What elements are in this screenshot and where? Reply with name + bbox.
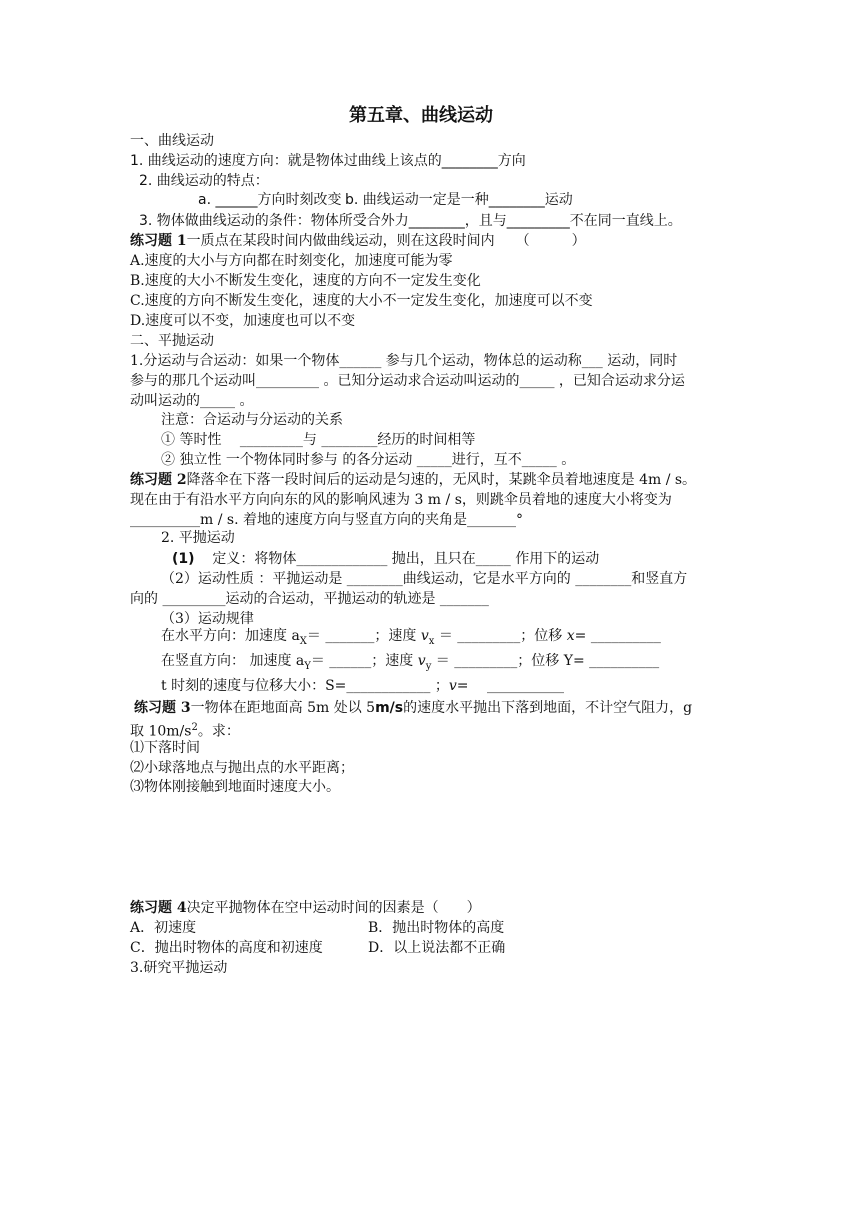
page-title: 第五章、曲线运动 xyxy=(349,105,493,126)
exercise-2-line-1 xyxy=(130,470,696,490)
exercise-2-label: 练习题 2 xyxy=(130,472,187,488)
exercise-1-label: 练习题 1 xyxy=(130,233,187,249)
projectile-nature-line-2: 向的 _________运动的合运动，平抛运动的轨迹是 _______ xyxy=(130,591,489,607)
exercise-3-ask: 。求： xyxy=(197,723,240,740)
definition-number: (1) xyxy=(172,551,195,567)
exercise-3-item-3: ⑶物体刚接触到地面时速度大小。 xyxy=(130,779,340,795)
vertical-accel-label: 在竖直方向： 加速度 a xyxy=(161,653,305,669)
exercise-2-line-3: __________m / s. 着地的速度方向与竖直方向的夹角是_______° xyxy=(130,512,523,528)
composition-para-line-1: 1.分运动与合运动：如果一个物体______ 参与几个运动，物体总的运动称___ 运动，同时 xyxy=(130,353,678,369)
exercise-3-line-1 xyxy=(134,698,692,718)
vertical-displacement-label: ＝ _________；位移 Y= __________ xyxy=(435,653,660,669)
exercise-4-option-c: C．抛出时物体的高度和初速度 xyxy=(130,940,323,956)
horizontal-accel-sub: X xyxy=(299,635,307,647)
t-moment-line xyxy=(161,676,564,696)
composition-para-line-3: 动叫运动的_____ 。 xyxy=(130,393,254,409)
section-heading-curve-motion: 一、曲线运动 xyxy=(130,133,214,149)
item-2-characteristics: 2. 曲线运动的特点： xyxy=(139,173,269,189)
composition-para-line-2: 参与的那几个运动叫_________ 。已知分运动求合运动叫运动的_____ ，已知合运动求分运 xyxy=(130,373,685,389)
horizontal-accel-label: 在水平方向：加速度 a xyxy=(161,628,300,644)
exercise-3-text-b: 的速度水平抛出下落到地面，不计空气阻力，g xyxy=(403,700,693,716)
exercise-4-option-b: B．抛出时物体的高度 xyxy=(368,920,505,936)
projectile-law-heading: （3）运动规律 xyxy=(161,611,254,627)
section-heading-projectile: 二、平抛运动 xyxy=(130,333,214,349)
exercise-3-label: 练习题 3 xyxy=(134,700,191,716)
exercise-1-option-c: C.速度的方向不断发生变化，速度的大小不一定发生变化，加速度可以不变 xyxy=(130,293,593,309)
exercise-4-question: 决定平抛物体在空中运动时间的因素是（ ） xyxy=(186,900,481,916)
t-moment-velocity-blank: = ___________ xyxy=(456,678,564,694)
note-independence: ② 独立性 一个物体同时参与 的各分运动 _____进行，互不_____ 。 xyxy=(161,452,576,468)
projectile-nature-line-1: （2）运动性质 ：平抛运动是 ________曲线运动，它是水平方向的 ________和竖直方 xyxy=(161,571,688,587)
item-1-velocity-direction: 1. 曲线运动的速度方向：就是物体过曲线上该点的________方向 xyxy=(130,153,526,169)
exercise-2-text-1: 降落伞在下落一段时间后的运动是匀速的，无风时，某跳伞员着地速度是 4m / s。 xyxy=(186,472,697,488)
vertical-velocity-sub: y xyxy=(425,660,432,672)
horizontal-velocity-sub: x xyxy=(428,635,435,647)
section-heading-study-projectile: 3.研究平抛运动 xyxy=(130,960,228,976)
vertical-law xyxy=(161,651,659,677)
item-2b: b. 曲线运动一定是一种________运动 xyxy=(345,192,573,208)
projectile-subheading: 2. 平抛运动 xyxy=(161,530,235,546)
horizontal-velocity-symbol: v xyxy=(420,628,429,644)
exercise-4-option-d: D．以上说法都不正确 xyxy=(368,940,506,956)
exercise-4-option-a: A．初速度 xyxy=(130,920,197,936)
exercise-3-item-1: ⑴下落时间 xyxy=(130,740,200,756)
exercise-3-item-2: ⑵小球落地点与抛出点的水平距离； xyxy=(130,760,354,776)
item-3-condition: 3. 物体做曲线运动的条件：物体所受合外力________，且与_________不在同一直线上。 xyxy=(139,213,682,229)
vertical-velocity-symbol: v xyxy=(417,653,426,669)
definition-text: 定义：将物体_____________ 抛出，且只在_____ 作用下的运动 xyxy=(212,551,600,567)
exercise-1-option-b: B.速度的大小不断发生变化，速度的方向不一定发生变化 xyxy=(130,273,481,289)
t-moment-velocity-symbol: v xyxy=(448,678,457,694)
exercise-3-g-exponent: 2 xyxy=(191,722,198,733)
exercise-1-question: 一质点在某段时间内做曲线运动，则在这段时间内 （ ） xyxy=(186,233,586,249)
note-heading: 注意：合运动与分运动的关系 xyxy=(161,412,343,428)
horizontal-law xyxy=(161,626,661,652)
t-moment-displacement: t 时刻的速度与位移大小：S=____________ ； xyxy=(161,678,449,694)
exercise-1-option-d: D.速度可以不变，加速度也可以不变 xyxy=(130,313,356,329)
exercise-3-text-a: 一物体在距地面高 5m 处以 5 xyxy=(190,700,376,716)
exercise-4-stem xyxy=(130,898,481,918)
note-isochronism: ① 等时性 _________与 ________经历的时间相等 xyxy=(161,432,476,448)
exercise-4-label: 练习题 4 xyxy=(130,900,187,916)
item-2a: a. ______方向时刻改变 xyxy=(198,192,342,208)
exercise-3-g-value: 取 10m/s xyxy=(130,723,192,740)
projectile-definition xyxy=(172,549,599,569)
horizontal-displacement-blank: = __________ xyxy=(574,628,661,644)
exercise-1-stem xyxy=(130,231,586,251)
horizontal-displacement-label: ＝ _________；位移 xyxy=(438,628,563,644)
horizontal-velocity-label: ＝ _______；速度 xyxy=(306,628,417,644)
horizontal-displacement-symbol: x xyxy=(566,628,575,644)
vertical-velocity-label: ＝ ______；速度 xyxy=(310,653,414,669)
exercise-2-line-2: 现在由于有沿水平方向向东的风的影响风速为 3 m / s，则跳伞员着地的速度大小将变为 xyxy=(130,492,672,508)
vertical-accel-sub: Y xyxy=(304,660,311,672)
exercise-3-unit: m/s xyxy=(375,700,404,716)
exercise-1-option-a: A.速度的大小与方向都在时刻变化，加速度可能为零 xyxy=(130,253,453,269)
